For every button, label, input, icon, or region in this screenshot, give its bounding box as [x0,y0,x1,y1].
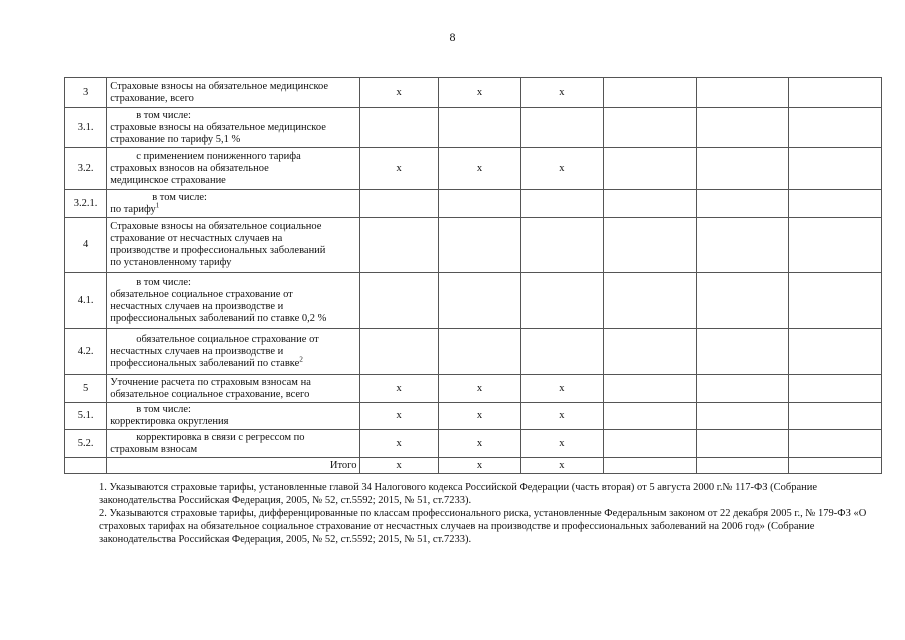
table-row [65,218,882,273]
row-number: 3 [65,78,107,108]
x-mark-cell: х [438,458,520,474]
x-mark-cell: х [438,403,520,430]
empty-cell [603,148,696,190]
description-text: корректировка в связи с регрессом по [136,431,305,443]
empty-cell [697,108,789,148]
row-number: 3.1. [65,108,107,148]
description-text: страхование, всего [110,92,194,104]
row-description [107,108,360,148]
empty-cell [697,218,789,273]
description-line [110,257,356,269]
description-line [110,110,356,122]
empty-cell [360,190,438,218]
table-row [65,430,882,458]
empty-cell [603,190,696,218]
empty-cell [360,218,438,273]
description-line [110,277,356,289]
description-text: профессиональных заболеваний по ставке 0,2 % [110,312,327,324]
description-line [110,389,356,401]
table-row [65,190,882,218]
description-line [110,221,356,233]
description-line [110,192,356,204]
description-text: страховым взносам [110,443,198,455]
description-text: несчастных случаев на производстве и [110,300,284,312]
empty-cell [789,273,882,329]
description-text: обязательное социальное страхование, всего [110,388,310,400]
description-text: Страховые взносы на обязательное медицинское [110,80,329,92]
empty-cell [438,329,520,375]
x-mark-cell: х [360,78,438,108]
row-number: 4 [65,218,107,273]
empty-cell [521,218,603,273]
description-line [110,93,356,105]
empty-cell [697,329,789,375]
empty-cell [789,108,882,148]
footnotes [99,481,879,546]
description-line [110,346,356,358]
empty-cell [789,375,882,403]
description-text: в том числе: [136,404,191,415]
table-row [65,403,882,430]
description-text: медицинское страхование [110,174,226,186]
description-text: производстве и профессиональных заболеваний [110,245,326,256]
description-line [110,355,356,370]
empty-cell [789,329,882,375]
description-text: обязательное социальное страхование от [110,288,293,300]
empty-cell [603,458,696,474]
row-description [107,218,360,273]
description-line [110,444,356,456]
empty-cell [789,218,882,273]
x-mark-cell: х [521,458,603,474]
footnote-1: 1. Указываются страховые тарифы, установленные главой 34 Налогового кодекса Российской Федерации (часть вторая) от 5 августа 2000 г.№ 117-ФЗ (Собрание законодательства Российская Федерация, 2005, № 52, ст.5592; 2015, № 51, ст.7233). [99,482,818,506]
row-description [107,403,360,430]
x-mark-cell: х [360,403,438,430]
table-row [65,78,882,108]
total-blank-cell [65,458,107,474]
empty-cell [521,108,603,148]
empty-cell [438,108,520,148]
x-mark-cell: х [360,458,438,474]
description-line [110,134,356,146]
empty-cell [789,403,882,430]
table-row [65,273,882,329]
row-description [107,375,360,403]
empty-cell [521,190,603,218]
description-line [110,334,356,346]
row-number: 4.2. [65,329,107,375]
empty-cell [521,329,603,375]
description-line [110,313,356,325]
empty-cell [438,218,520,273]
table-row [65,329,882,375]
empty-cell [789,148,882,190]
contributions-table [64,77,882,474]
empty-cell [521,273,603,329]
description-text: страхование от несчастных случаев на [110,233,283,244]
description-text: страхование по тарифу 5,1 % [110,133,241,145]
empty-cell [789,190,882,218]
row-description [107,190,360,218]
description-line [110,301,356,313]
empty-cell [360,273,438,329]
description-text: по установленному тарифу [110,257,232,268]
empty-cell [697,78,789,108]
empty-cell [603,403,696,430]
description-line [110,377,356,389]
x-mark-cell: х [438,78,520,108]
x-mark-cell: х [438,148,520,190]
row-number: 4.1. [65,273,107,329]
table-row [65,375,882,403]
empty-cell [603,273,696,329]
description-line [110,416,356,428]
x-mark-cell: х [360,375,438,403]
description-text: Страховые взносы на обязательное социальное [110,221,322,232]
empty-cell [789,430,882,458]
description-text: в том числе: [152,191,207,203]
description-text: обязательное социальное страхование от [136,333,319,345]
table-row [65,148,882,190]
empty-cell [603,430,696,458]
row-description [107,78,360,108]
x-mark-cell: х [438,430,520,458]
x-mark-cell: х [521,78,603,108]
row-number: 5 [65,375,107,403]
row-number: 3.2. [65,148,107,190]
empty-cell [603,375,696,403]
description-text: несчастных случаев на производстве и [110,345,284,357]
total-row [65,458,882,474]
empty-cell [697,273,789,329]
description-text: в том числе: [136,276,191,288]
footnote-marker: 2 [299,355,303,363]
empty-cell [360,108,438,148]
description-line [110,432,356,444]
description-line [110,201,356,216]
table-row [65,108,882,148]
empty-cell [789,78,882,108]
description-line [110,81,356,93]
x-mark-cell: х [438,375,520,403]
empty-cell [360,329,438,375]
row-number: 5.1. [65,403,107,430]
x-mark-cell: х [360,430,438,458]
page-number: 8 [449,30,456,44]
description-text: страховых взносов на обязательное [110,162,269,174]
empty-cell [697,403,789,430]
x-mark-cell: х [521,430,603,458]
description-text: профессиональных заболеваний по ставке [110,357,300,369]
x-mark-cell: х [360,148,438,190]
description-text: в том числе: [136,109,191,121]
description-text: по тарифу [110,203,156,215]
empty-cell [603,108,696,148]
empty-cell [697,430,789,458]
empty-cell [697,458,789,474]
description-line [110,233,356,245]
description-text: Уточнение расчета по страховым взносам на [110,376,311,388]
footnote-2: 2. Указываются страховые тарифы, дифференцированные по классам профессионального риска, установленные Федеральным законом от 22 декабря 2005 г., № 179-ФЗ «О страховых тарифах на обязательное социальное страхование от несчастных случаев на производстве и профессиональных заболеваний на 2006 год» (Собрание законодательства Российская Федерация, 2005, № 52, ст.5592; 2015, № 51, ст.7233). [99,508,867,545]
row-description [107,329,360,375]
x-mark-cell: х [521,375,603,403]
empty-cell [603,218,696,273]
row-description [107,430,360,458]
row-description [107,273,360,329]
empty-cell [697,148,789,190]
row-number: 3.2.1. [65,190,107,218]
description-line [110,245,356,257]
row-number: 5.2. [65,430,107,458]
footnote-marker: 1 [155,201,160,209]
description-text: корректировка округления [110,416,229,427]
description-line [110,151,356,163]
empty-cell [697,190,789,218]
description-line [110,122,356,134]
empty-cell [603,78,696,108]
row-description [107,148,360,190]
empty-cell [438,273,520,329]
x-mark-cell: х [521,403,603,430]
description-text: с применением пониженного тарифа [136,150,301,162]
description-text: страховые взносы на обязательное медицинское [110,121,326,133]
description-line [110,404,356,416]
description-line [110,289,356,301]
empty-cell [789,458,882,474]
description-line [110,163,356,175]
description-line [110,175,356,187]
empty-cell [697,375,789,403]
empty-cell [603,329,696,375]
x-mark-cell: х [521,148,603,190]
total-label: Итого [107,458,360,474]
empty-cell [438,190,520,218]
